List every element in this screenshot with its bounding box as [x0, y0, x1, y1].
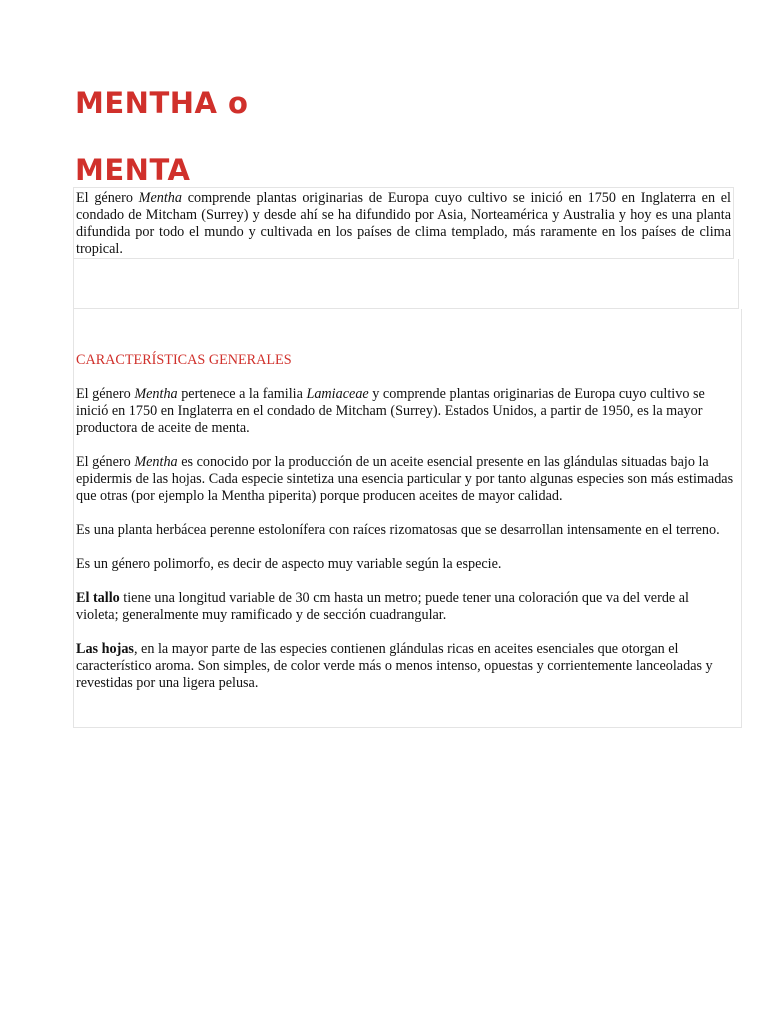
paragraph-family	[76, 386, 735, 437]
p1-part-e: y comprende plantas originarias de Europa cuyo cultivo se inició en 1750 en Inglaterra en el condado de Mitcham (Surrey). Estados Unidos, a partir de 1950, es la mayor productora de aceite de menta.	[76, 386, 705, 436]
p2-genus-name: Mentha	[134, 454, 178, 470]
paragraph-essential-oil	[76, 454, 735, 505]
p6-leaves-label: Las hojas	[76, 641, 134, 657]
p1-family-name: Lamiaceae	[306, 386, 369, 402]
section-heading-characteristics: CARACTERÍSTICAS GENERALES	[76, 352, 292, 368]
p1-part-a: El género	[76, 386, 135, 402]
p5-stem-label: El tallo	[76, 590, 120, 606]
intro-text-rest: comprende plantas originarias de Europa cuyo cultivo se inició en 1750 en Inglaterra en el condado de Mitcham (Surrey) y desde ahí se ha difundido por Asia, Norteamérica y Australia y hoy es una planta difundida por todo el mundo y cultivada en los países de clima templado, más raramente en los países de clima tropical.	[76, 190, 731, 257]
p2-part-a: El género	[76, 454, 135, 470]
p6-leaves-text: , en la mayor parte de las especies contienen glándulas ricas en aceites esenciales que otorgan el característico aroma. Son simples, de color verde más o menos intenso, opuestas y corrientemente lanceoladas y revestidas por una ligera pelusa.	[76, 641, 713, 691]
document-title-line-1: MENTHA o	[75, 86, 249, 120]
intro-table-cell	[73, 187, 734, 259]
paragraph-herbaceous: Es una planta herbácea perenne estolonífera con raíces rizomatosas que se desarrollan intensamente en el terreno.	[76, 522, 720, 538]
empty-table-cell	[73, 259, 739, 309]
paragraph-polymorphic: Es un género polimorfo, es decir de aspecto muy variable según la especie.	[76, 556, 502, 572]
intro-genus-name: Mentha	[138, 190, 182, 206]
p1-part-c: pertenece a la familia	[177, 386, 307, 402]
p5-stem-text: tiene una longitud variable de 30 cm hasta un metro; puede tener una coloración que va del verde al violeta; generalmente muy ramificado y de sección cuadrangular.	[76, 590, 690, 623]
intro-text-start: El género	[76, 190, 139, 206]
document-title-line-2: MENTA	[75, 153, 191, 187]
paragraph-leaves	[76, 641, 735, 692]
paragraph-stem	[76, 590, 735, 624]
p2-part-c: es conocido por la producción de un aceite esencial presente en las glándulas situadas bajo la epidermis de las hojas. Cada especie sintetiza una esencia particular y por tanto algunas especies son más estimadas que otras (por ejemplo la Mentha piperita) porque producen aceites de mayor calidad.	[76, 454, 734, 504]
characteristics-table-cell	[73, 309, 742, 728]
p1-genus-name: Mentha	[134, 386, 178, 402]
